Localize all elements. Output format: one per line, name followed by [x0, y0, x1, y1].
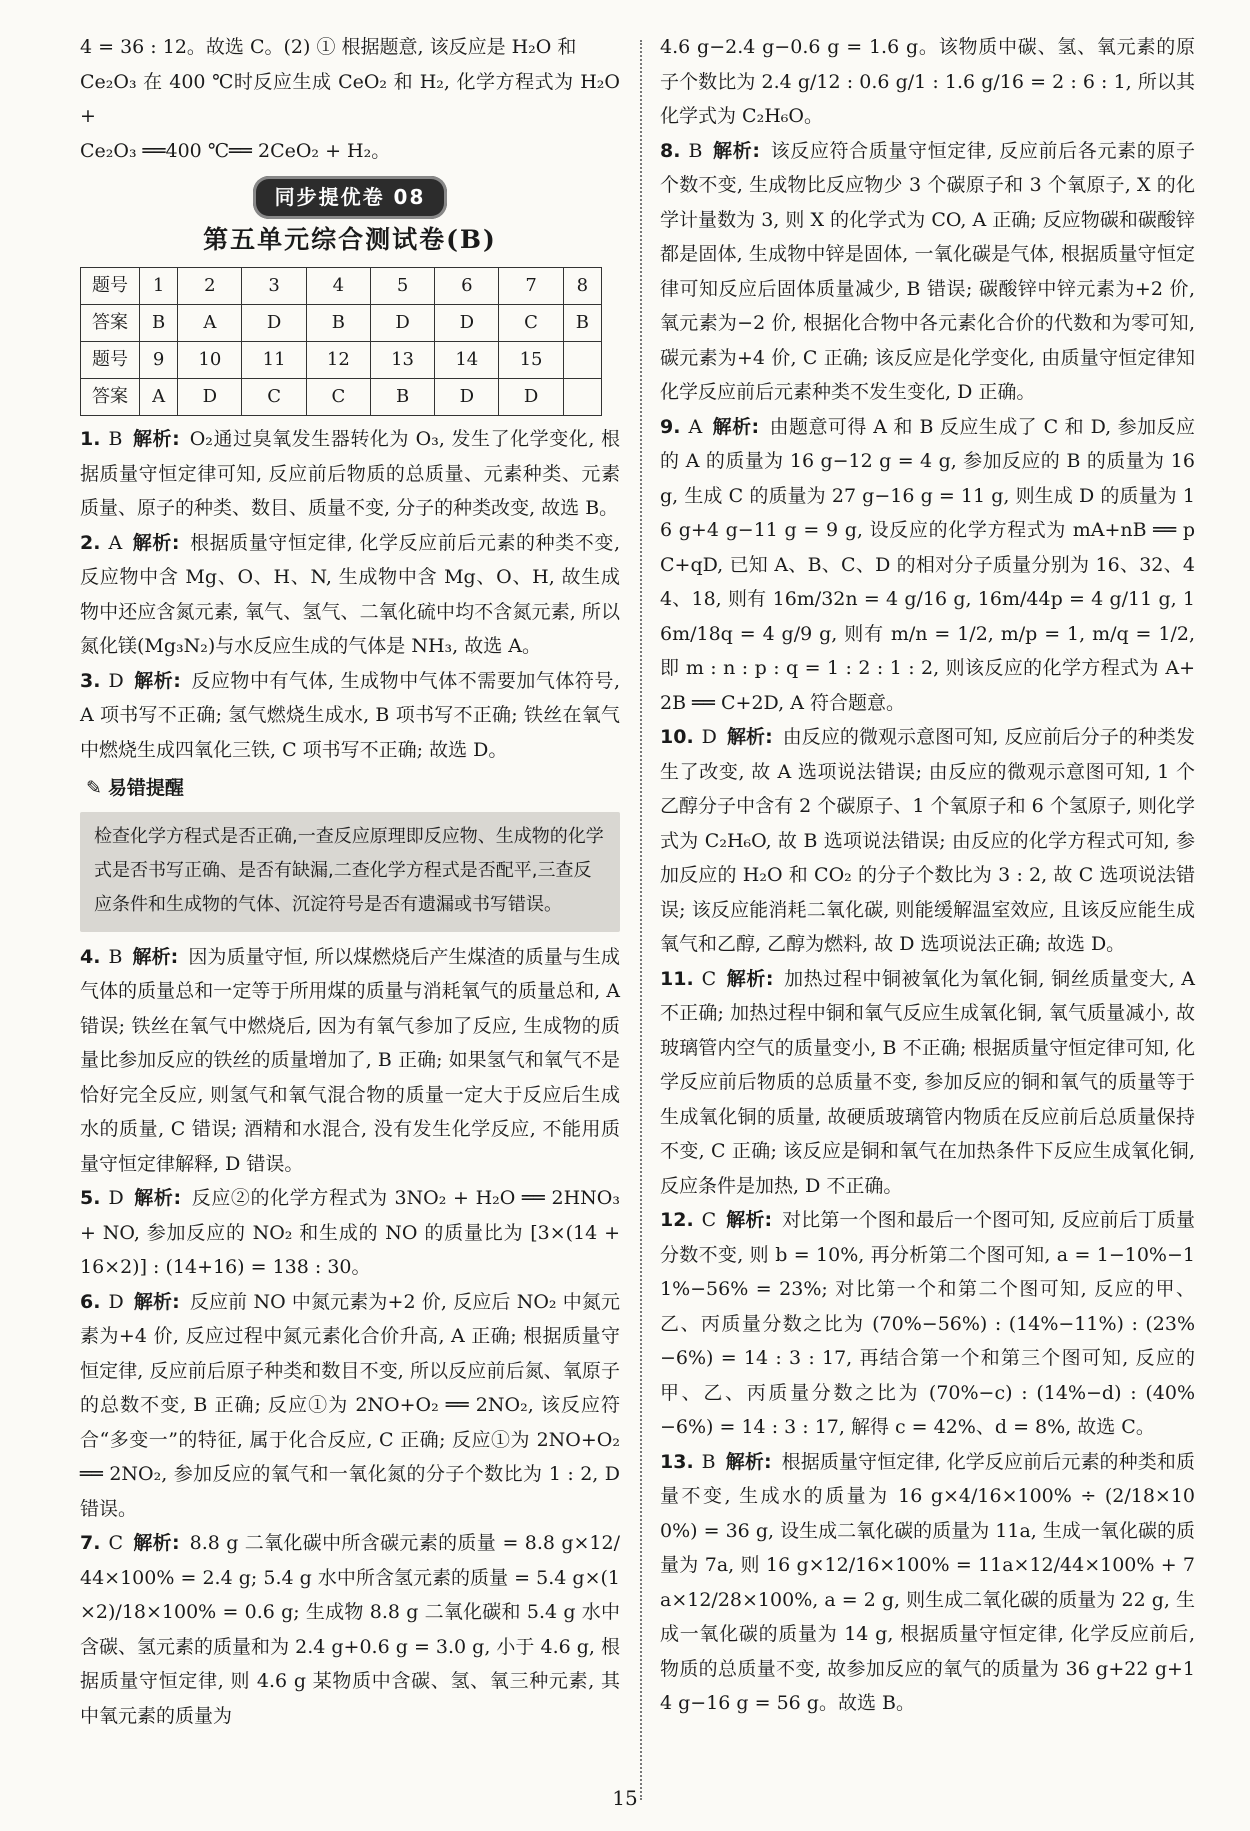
item-text: 反应②的化学方程式为 3NO₂ + H₂O ══ 2HNO₃ + NO, 参加反应的 NO₂ 和生成的 NO 的质量比为 [3×(14 + 16×2)] : (14+16) = 138 : 30。: [80, 1187, 620, 1278]
answer-item: [660, 720, 1195, 962]
analysis-label: 解析:: [726, 967, 774, 990]
answer-item: [80, 1181, 620, 1285]
answer-item: [80, 526, 620, 664]
table-cell: B: [140, 305, 178, 342]
item-answer: B: [701, 1450, 716, 1473]
item-text: 因为质量守恒, 所以煤燃烧后产生煤渣的质量与生成气体的质量总和一定等于所用煤的质量与消耗氧气的质量总和, A 错误; 铁丝在氧气中燃烧后, 因为有氧气参加了反应, 生成物的质量比参加反应的铁丝的质量增加了, B 正确; 如果氢气和氧气不是恰好完全反应, 则氢气和氧气混合物的质量一定大于反应后生成水的质量, C 错误; 酒精和水混合, 没有发生化学反应, 不能用质量守恒定律解释, D 错误。: [80, 945, 620, 1175]
table-cell: 8: [563, 268, 601, 305]
page-number: 15: [612, 1786, 638, 1810]
item-text: 4.6 g−2.4 g−0.6 g = 1.6 g。该物质中碳、氢、氧元素的原子个数比为 2.4 g/12 : 0.6 g/1 : 1.6 g/16 = 2 : 6 : 1, 所以其化学式为 C₂H₆O。: [660, 36, 1195, 127]
item-text: 反应前 NO 中氮元素为+2 价, 反应后 NO₂ 中氮元素为+4 价, 反应过程中氮元素化合价升高, A 正确; 根据质量守恒定律, 反应前后原子种类和数目不变, 所以反应前后氮、氧原子的总数不变, B 正确; 反应①为 2NO+O₂ ══ 2NO₂, 该反应符合“多变一”的特征, 属于化合反应, C 正确; 反应①为 2NO+O₂ ══ 2NO₂, 参加反应的氧气和一氧化氮的分子个数比为 1 : 2, D 错误。: [80, 1290, 620, 1520]
item-text: O₂通过臭氧发生器转化为 O₃, 发生了化学变化, 根据质量守恒定律可知, 反应前后物质的总质量、元素种类、元素质量、原子的种类、数目、质量不变, 分子的种类改变, 故选 B。: [80, 428, 620, 519]
answer-item: [80, 1526, 620, 1733]
item-answer: A: [688, 415, 703, 438]
analysis-label: 解析:: [132, 945, 179, 968]
table-cell: 12: [306, 342, 370, 379]
left-column: [80, 30, 620, 1733]
tip-text: 检查化学方程式是否正确,一查反应原理即反应物、生成物的化学式是否书写正确、是否有缺漏,二查化学方程式是否配平,三查反应条件和生成物的气体、沉淀符号是否有遗漏或书写错误。: [94, 825, 604, 915]
item-answer: D: [108, 1187, 124, 1209]
table-cell: D: [242, 305, 306, 342]
answer-item: [80, 664, 620, 768]
item-number: 1.: [80, 428, 101, 450]
table-header-cell: 题号: [81, 342, 140, 379]
item-text: 加热过程中铜被氧化为氧化铜, 铜丝质量变大, A 不正确; 加热过程中铜和氧气反应生成氧化铜, 氧气质量减小, 故玻璃管内空气的质量变小, B 不正确; 根据质量守恒定律可知, 化学反应前后物质的总质量不变, 参加反应的铜和氧气的质量等于生成氧化铜的质量, 故硬质玻璃管内物质在反应前后总质量保持不变, C 正确; 该反应是铜和氧气在加热条件下反应生成氧化铜, 反应条件是加热, D 不正确。: [660, 967, 1195, 1197]
table-cell: [563, 342, 601, 379]
table-cell: 3: [242, 268, 306, 305]
table-cell: 9: [140, 342, 178, 379]
item-text: 根据质量守恒定律, 化学反应前后元素的种类不变, 反应物中含 Mg、O、H、N, 生成物中含 Mg、O、H, 故生成物中还应含氮元素, 氧气、氢气、二氧化硫中均不含氮元素, 所以氮化镁(Mg₃N₂)与水反应生成的气体是 NH₃, 故选 A。: [80, 531, 620, 657]
answer-item: [660, 1445, 1195, 1721]
item-text: 由反应的微观示意图可知, 反应前后分子的种类发生了改变, 故 A 选项说法错误; 由反应的微观示意图可知, 1 个乙醇分子中含有 2 个碳原子、1 个氧原子和 6 个氢原子, 则化学式为 C₂H₆O, 故 B 选项说法错误; 由反应的化学方程式可知, 参加反应的 H₂O 和 CO₂ 的分子个数比为 3 : 2, 故 C 选项说法错误; 该反应能消耗二氧化碳, 则能缓解温室效应, 且该反应能生成氧气和乙醇, 乙醇为燃料, 故 D 选项说法正确; 故选 D。: [660, 726, 1195, 955]
item-number: 9.: [660, 415, 681, 438]
analysis-label: 解析:: [133, 669, 181, 692]
table-row: [81, 342, 602, 379]
item-text: 该反应符合质量守恒定律, 反应前后各元素的原子个数不变, 生成物比反应物少 3 个碳原子和 3 个氧原子, X 的化学计量数为 3, 则 X 的化学式为 CO, A 正确; 反应物碳和碳酸锌都是固体, 生成物中锌是固体, 一氧化碳是气体, 根据质量守恒定律可知反应后固体质量减少, B 错误; 碳酸锌中锌元素为+2 价, 氧元素为−2 价, 根据化合物中各元素化合价的代数和为零可知, 碳元素为+4 价, C 正确; 该反应是化学变化, 由质量守恒定律知化学反应前后元素种类不发生变化, D 正确。: [660, 139, 1195, 403]
table-cell: 13: [370, 342, 434, 379]
analysis-label: 解析:: [133, 1290, 180, 1313]
table-cell: D: [370, 305, 434, 342]
item-answer: A: [108, 531, 123, 554]
table-cell: D: [435, 379, 499, 416]
analysis-label: 解析:: [726, 1209, 773, 1231]
analysis-label: 解析:: [726, 726, 773, 748]
table-cell: 10: [178, 342, 242, 379]
text-line: Ce₂O₃ ══400 ℃══ 2CeO₂ + H₂。: [80, 139, 391, 162]
answer-item: [660, 962, 1195, 1204]
table-cell: D: [435, 305, 499, 342]
item-number: 5.: [80, 1187, 101, 1209]
table-cell: D: [499, 379, 563, 416]
table-cell: [563, 379, 601, 416]
item-text: 8.8 g 二氧化碳中所含碳元素的质量 = 8.8 g×12/44×100% = 2.4 g; 5.4 g 水中所含氢元素的质量 = 5.4 g×(1×2)/18×100% = 0.6 g; 生成物 8.8 g 二氧化碳和 5.4 g 水中含碳、氢元素的质量和为 2.4 g+0.6 g = 3.0 g, 小于 4.6 g, 根据质量守恒定律, 则 4.6 g 某物质中含碳、氢、氧三种元素, 其中氧元素的质量为: [80, 1532, 620, 1727]
table-cell: A: [178, 305, 242, 342]
table-cell: 6: [435, 268, 499, 305]
table-cell: 14: [435, 342, 499, 379]
analysis-label: 解析:: [712, 139, 760, 162]
table-cell: 7: [499, 268, 563, 305]
item-number: 3.: [80, 669, 101, 692]
right-column: [660, 30, 1195, 1721]
table-cell: 5: [370, 268, 434, 305]
text-line: Ce₂O₃ 在 400 ℃时反应生成 CeO₂ 和 H₂, 化学方程式为 H₂O +: [80, 70, 620, 127]
table-cell: C: [306, 379, 370, 416]
item-number: 7.: [80, 1532, 101, 1554]
item-number: 12.: [660, 1209, 694, 1231]
item-text: 由题意可得 A 和 B 反应生成了 C 和 D, 参加反应的 A 的质量为 16 g−12 g = 4 g, 参加反应的 B 的质量为 16 g, 生成 C 的质量为 27 g−16 g = 11 g, 则生成 D 的质量为 16 g+4 g−11 g = 9 g, 设反应的化学方程式为 mA+nB ══ pC+qD, 已知 A、B、C、D 的相对分子质量分别为 16、32、44、18, 则有 16m/32n = 4 g/16 g, 16m/44p = 4 g/11 g, 16m/18q = 4 g/9 g, 则有 m/n = 1/2, m/p = 1, m/q = 1/2, 即 m : n : p : q = 1 : 2 : 1 : 2, 则该反应的化学方程式为 A+2B ══ C+2D, A 符合题意。: [660, 415, 1195, 714]
table-header-cell: 答案: [81, 305, 140, 342]
tip-title: 易错提醒: [107, 777, 184, 799]
item-answer: D: [108, 1290, 124, 1313]
table-cell: 4: [306, 268, 370, 305]
item-number: 2.: [80, 531, 101, 554]
item-number: 13.: [660, 1450, 694, 1473]
answer-item: [660, 1203, 1195, 1445]
answer-item: [80, 1285, 620, 1527]
table-row: [81, 305, 602, 342]
item-text: 反应物中有气体, 生成物中气体不需要加气体符号, A 项书写不正确; 氢气燃烧生成水, B 项书写不正确; 铁丝在氧气中燃烧生成四氧化三铁, C 项书写不正确; 故选 D。: [80, 669, 620, 761]
table-cell: C: [242, 379, 306, 416]
pen-icon: ✎: [86, 777, 102, 799]
analysis-label: 解析:: [133, 1187, 182, 1209]
answer-item: [660, 134, 1195, 410]
answer-item: [660, 410, 1195, 721]
item-text: 对比第一个图和最后一个图可知, 反应前后丁质量分数不变, 则 b = 10%, 再分析第二个图可知, a = 1−10%−11%−56% = 23%; 对比第一个和第二个图可知, 反应的甲、乙、丙质量分数之比为 (70%−56%) : (14%−11%) : (23%−6%) = 14 : 3 : 17, 再结合第一个和第三个图可知, 反应的甲、乙、丙质量分数之比为 (70%−c) : (14%−d) : (40%−6%) = 14 : 3 : 17, 解得 c = 42%、d = 8%, 故选 C。: [660, 1209, 1195, 1438]
table-cell: 15: [499, 342, 563, 379]
item-answer: B: [108, 945, 123, 968]
text-line: 4 = 36 : 12。故选 C。(2) ① 根据题意, 该反应是 H₂O 和: [80, 36, 577, 58]
analysis-label: 解析:: [712, 415, 760, 438]
tip-box: [80, 812, 620, 932]
item-number: 4.: [80, 945, 101, 968]
answer-item-continued: [660, 30, 1195, 134]
item-number: 10.: [660, 726, 694, 748]
answer-item: [80, 940, 620, 1182]
item-answer: C: [108, 1532, 123, 1554]
table-cell: B: [563, 305, 601, 342]
tip-heading: [86, 771, 620, 806]
column-divider: [640, 40, 642, 1800]
table-cell: B: [306, 305, 370, 342]
analysis-label: 解析:: [725, 1450, 772, 1473]
test-title: 第五单元综合测试卷(B): [203, 224, 497, 254]
item-number: 6.: [80, 1290, 101, 1313]
section-banner: 同步提优卷 08: [253, 176, 448, 219]
table-row: [81, 268, 602, 305]
table-row: [81, 379, 602, 416]
table-cell: 1: [140, 268, 178, 305]
item-number: 8.: [660, 139, 681, 162]
table-cell: 2: [178, 268, 242, 305]
table-header-cell: 题号: [81, 268, 140, 305]
item-answer: C: [701, 1209, 717, 1231]
answer-item: [80, 422, 620, 526]
analysis-label: 解析:: [133, 1532, 180, 1554]
item-answer: B: [108, 428, 123, 450]
answer-table: [80, 267, 602, 416]
banner-wrap: [80, 176, 620, 219]
item-answer: C: [701, 967, 717, 990]
table-cell: C: [499, 305, 563, 342]
table-cell: A: [140, 379, 178, 416]
table-cell: 11: [242, 342, 306, 379]
table-cell: D: [178, 379, 242, 416]
item-answer: B: [688, 139, 703, 162]
table-header-cell: 答案: [81, 379, 140, 416]
analysis-label: 解析:: [132, 428, 180, 450]
table-cell: B: [370, 379, 434, 416]
item-answer: D: [108, 669, 124, 692]
item-answer: D: [701, 726, 717, 748]
analysis-label: 解析:: [132, 531, 180, 554]
item-number: 11.: [660, 967, 694, 990]
item-text: 根据质量守恒定律, 化学反应前后元素的种类和质量不变, 生成水的质量为 16 g×4/16×100% ÷ (2/18×100%) = 36 g, 设生成二氧化碳的质量为 11a, 生成一氧化碳的质量为 7a, 则 16 g×12/16×100% = 11a×12/44×100% + 7a×12/28×100%, a = 2 g, 则生成二氧化碳的质量为 22 g, 生成一氧化碳的质量为 14 g, 根据质量守恒定律, 化学反应前后, 物质的总质量不变, 故参加反应的氧气的质量为 36 g+22 g+14 g−16 g = 56 g。故选 B。: [660, 1450, 1195, 1714]
